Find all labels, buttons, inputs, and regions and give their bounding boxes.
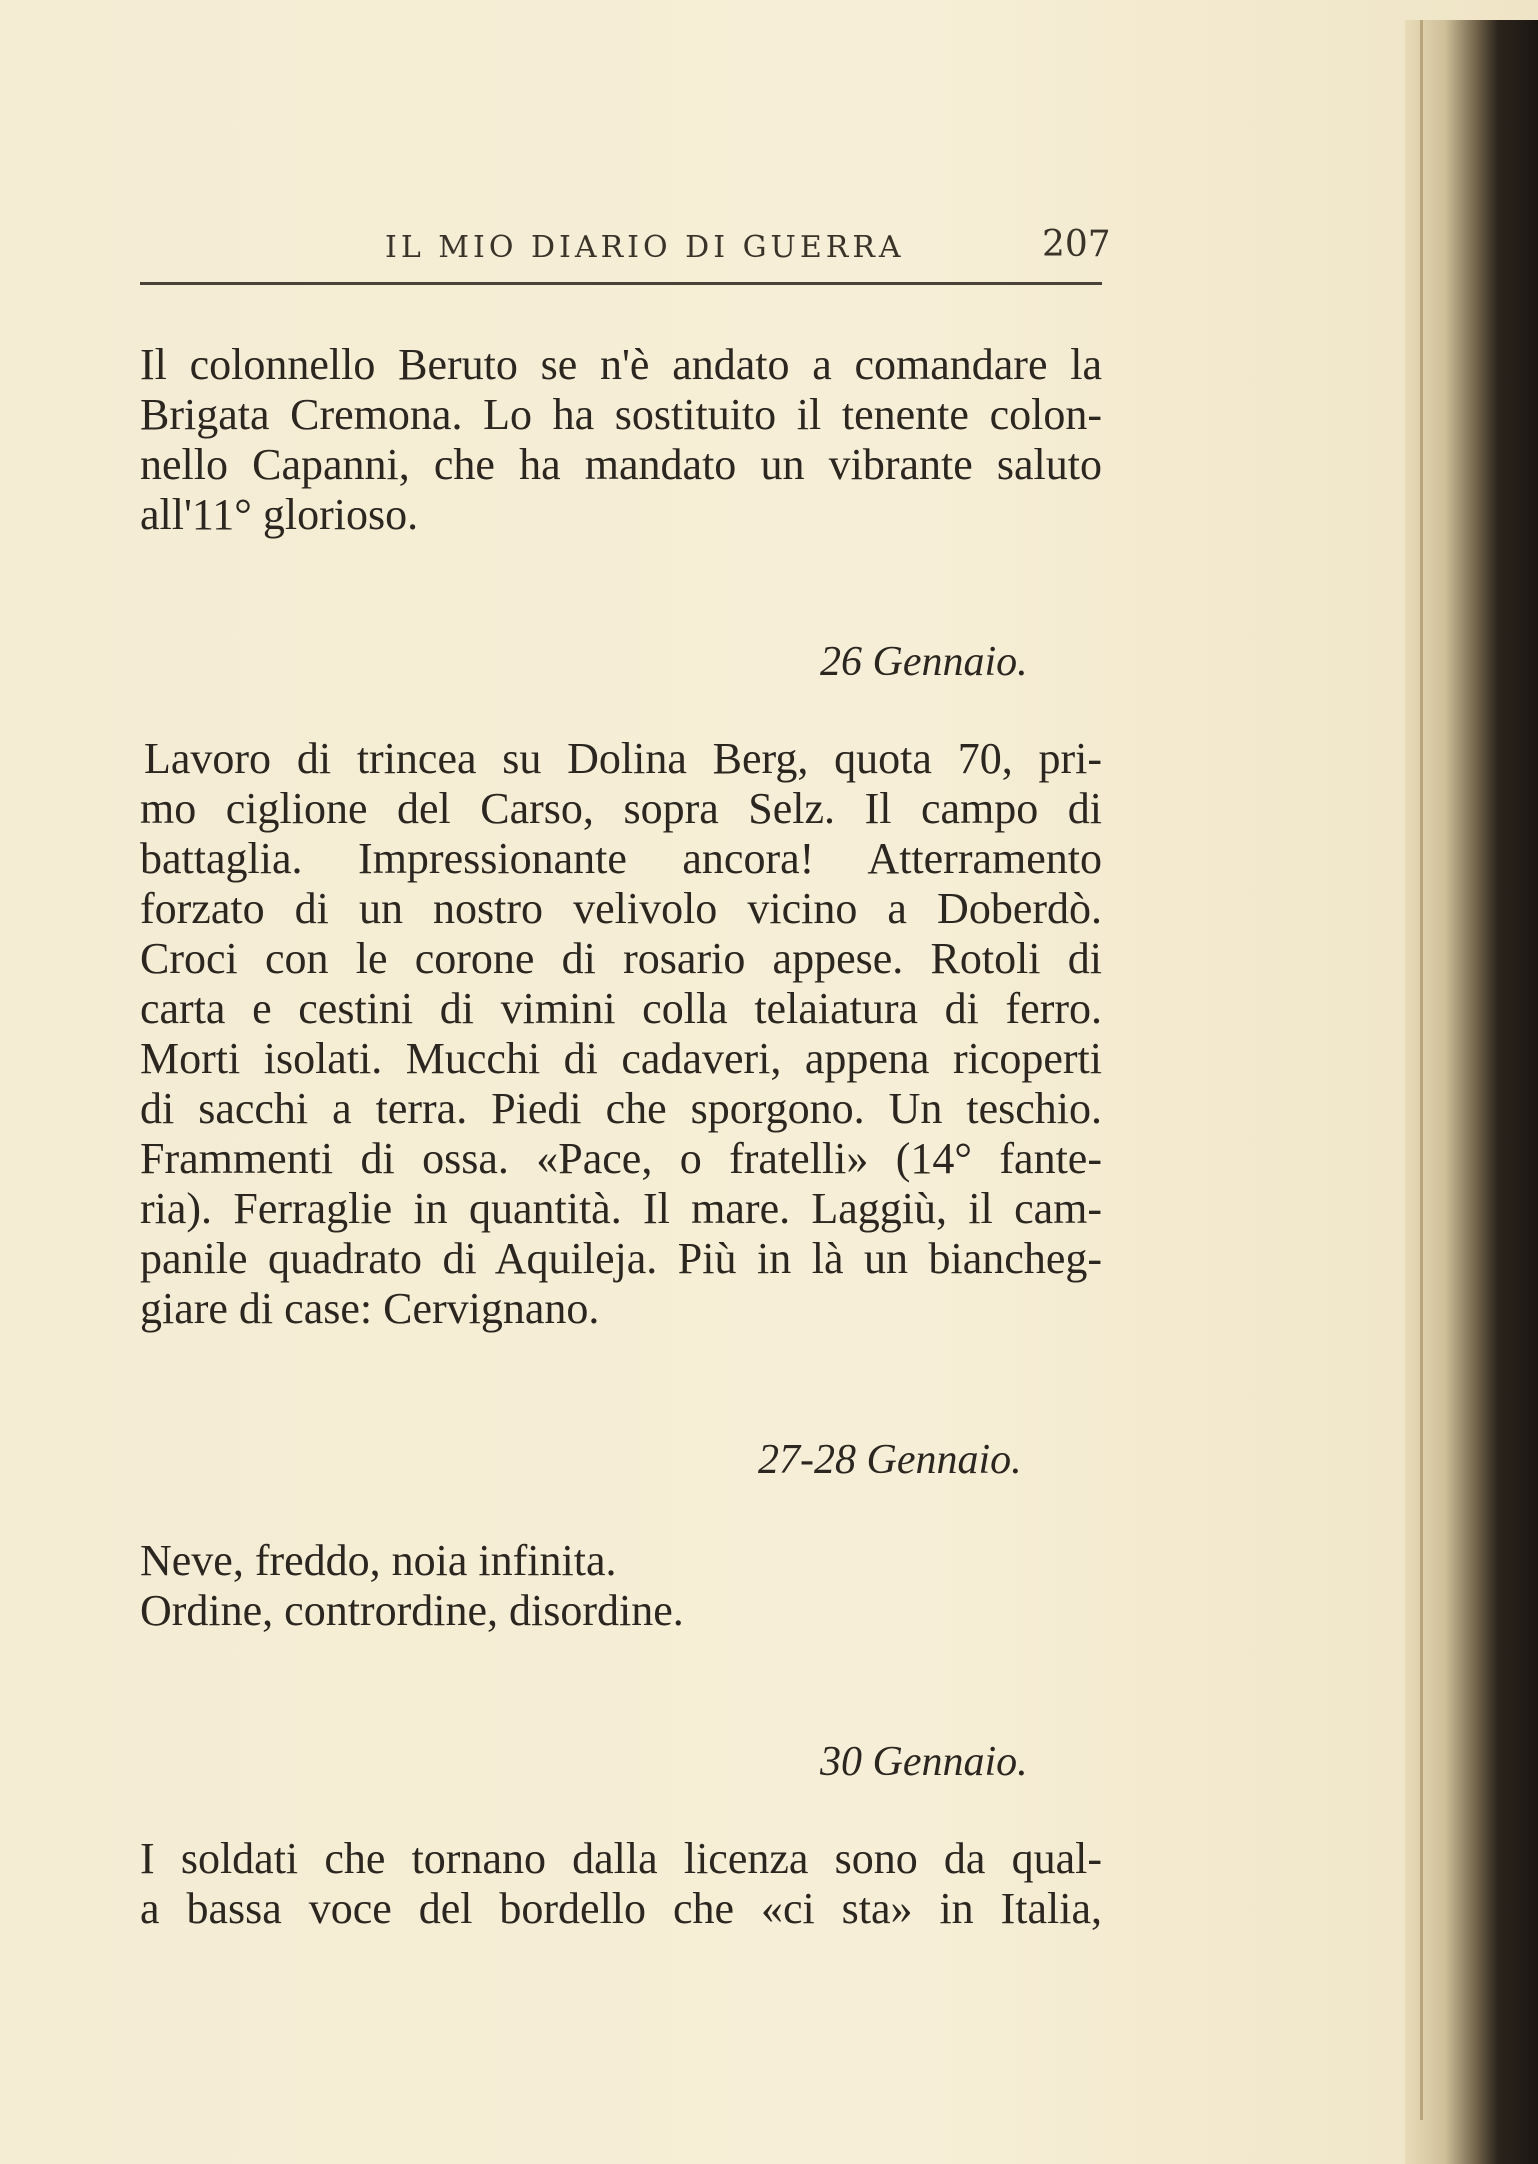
text-line: di sacchi a terra. Piedi che sporgono. Un teschio. (140, 1084, 1102, 1133)
text-line: all'11° glorioso. (140, 490, 419, 539)
text-line: Frammenti di ossa. «Pace, o fratelli» (14° fante- (140, 1134, 1102, 1183)
text-line: a bassa voce del bordello che «ci sta» in Italia, (140, 1884, 1102, 1933)
text-line: giare di case: Cervignano. (140, 1284, 600, 1333)
text-line: Lavoro di trincea su Dolina Berg, quota 70, pri- (144, 734, 1102, 783)
text-line: Morti isolati. Mucchi di cadaveri, appena ricoperti (140, 1034, 1102, 1083)
page-number: 207 (1042, 224, 1111, 265)
paragraph-26-gennaio (140, 734, 1102, 1334)
text-line: Brigata Cremona. Lo ha sostituito il tenente colon- (140, 390, 1102, 439)
text-line: forzato di un nostro velivolo vicino a Doberdò. (140, 884, 1102, 933)
text-line: panile quadrato di Aquileja. Più in là un biancheg- (140, 1234, 1102, 1283)
text-line: battaglia. Impressionante ancora! Atterramento (140, 834, 1102, 883)
running-title: IL MIO DIARIO DI GUERRA (385, 230, 905, 265)
paragraph-30-gennaio (140, 1834, 1102, 1934)
text-line: mo ciglione del Carso, sopra Selz. Il campo di (140, 784, 1102, 833)
text-line: Neve, freddo, noia infinita. (140, 1536, 617, 1585)
book-spine (1405, 20, 1538, 2164)
paragraph-colonnello (140, 340, 1102, 540)
page-edge (1420, 20, 1423, 2120)
text-line: ria). Ferraglie in quantità. Il mare. Laggiù, il cam- (140, 1184, 1102, 1233)
text-line: Croci con le corone di rosario appese. Rotoli di (140, 934, 1102, 983)
header-rule (140, 282, 1102, 285)
date-heading-27-28-gennaio: 27-28 Gennaio. (758, 1437, 1022, 1483)
text-line: Ordine, contrordine, disordine. (140, 1586, 684, 1635)
text-line: Il colonnello Beruto se n'è andato a comandare la (140, 340, 1102, 389)
date-heading-26-gennaio: 26 Gennaio. (820, 639, 1028, 685)
text-line: nello Capanni, che ha mandato un vibrante saluto (140, 440, 1102, 489)
date-heading-30-gennaio: 30 Gennaio. (820, 1739, 1028, 1785)
text-line: I soldati che tornano dalla licenza sono da qual- (140, 1834, 1102, 1883)
running-header (140, 222, 1140, 282)
paragraph-27-28-gennaio (140, 1536, 1102, 1636)
text-line: carta e cestini di vimini colla telaiatura di ferro. (140, 984, 1102, 1033)
